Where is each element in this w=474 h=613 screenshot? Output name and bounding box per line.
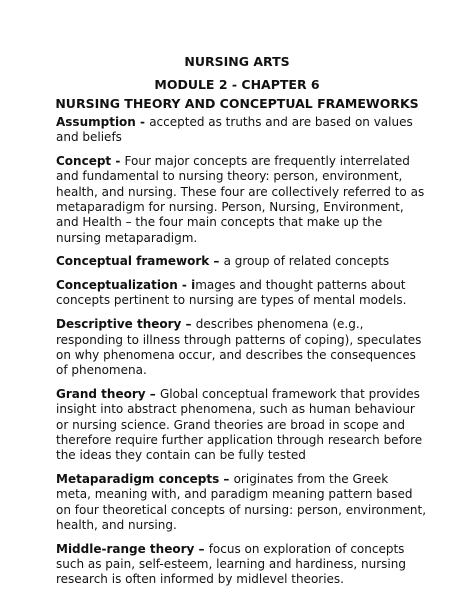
term-grand-theory: Grand theory –: [56, 386, 160, 401]
term-metaparadigm-concepts: Metaparadigm concepts –: [56, 471, 234, 486]
definition-conceptual-framework: a group of related concepts: [223, 254, 390, 269]
glossary-entry-concept: [56, 154, 426, 246]
term-assumption: Assumption -: [56, 115, 150, 129]
glossary-entry-descriptive-theory: [56, 317, 426, 378]
glossary-entry-metaparadigm-concepts: [56, 472, 426, 533]
definition-descriptive-theory: describes phenomena (e.g., responding to illness through patterns of coping), speculates on why phenomena occur, and describes the consequences of phenomena.: [56, 317, 422, 378]
definition-conceptualization: mages and thought patterns about concepts pertinent to nursing are types of mental models.: [56, 278, 407, 308]
definition-assumption: accepted as truths and are based on values and beliefs: [56, 115, 413, 145]
glossary-entry-assumption: [56, 115, 426, 146]
course-title: NURSING ARTS: [184, 54, 290, 69]
glossary-list: [56, 115, 426, 596]
module-title: MODULE 2 - CHAPTER 6: [154, 77, 320, 92]
glossary-entry-conceptual-framework: [56, 254, 426, 269]
term-middle-range-theory: Middle-range theory –: [56, 541, 209, 556]
definition-metaparadigm-concepts: originates from the Greek meta, meaning with, and paradigm meaning pattern based on four theoretical concepts of nursing: person, environment, health, and nursing.: [56, 471, 427, 532]
definition-concept: Four major concepts are frequently interrelated and fundamental to nursing theory: person, environment, health, and nursing. These four are collectively referred to as metaparadigm for nursing. Person, Nursing, Environment, and Health – the four main concepts that make up the nursing metaparadigm.: [56, 154, 425, 245]
glossary-entry-grand-theory: [56, 387, 426, 463]
chapter-title: NURSING THEORY AND CONCEPTUAL FRAMEWORKS: [55, 96, 419, 111]
glossary-entry-conceptualization: [56, 278, 426, 309]
term-conceptual-framework: Conceptual framework –: [56, 254, 224, 269]
definition-grand-theory: Global conceptual framework that provides insight into abstract phenomena, such as human behaviour or nursing science. Grand theories are broad in scope and therefore require further application through research before the ideas they contain can be fully tested: [56, 386, 423, 463]
glossary-entry-middle-range-theory: [56, 542, 426, 588]
term-conceptualization: Conceptualization - i: [56, 278, 196, 293]
term-concept: Concept -: [56, 154, 125, 169]
term-descriptive-theory: Descriptive theory –: [56, 317, 196, 332]
definition-middle-range-theory: focus on exploration of concepts such as pain, self-esteem, learning and hardiness, nursing research is often informed by midlevel theories.: [56, 541, 406, 587]
